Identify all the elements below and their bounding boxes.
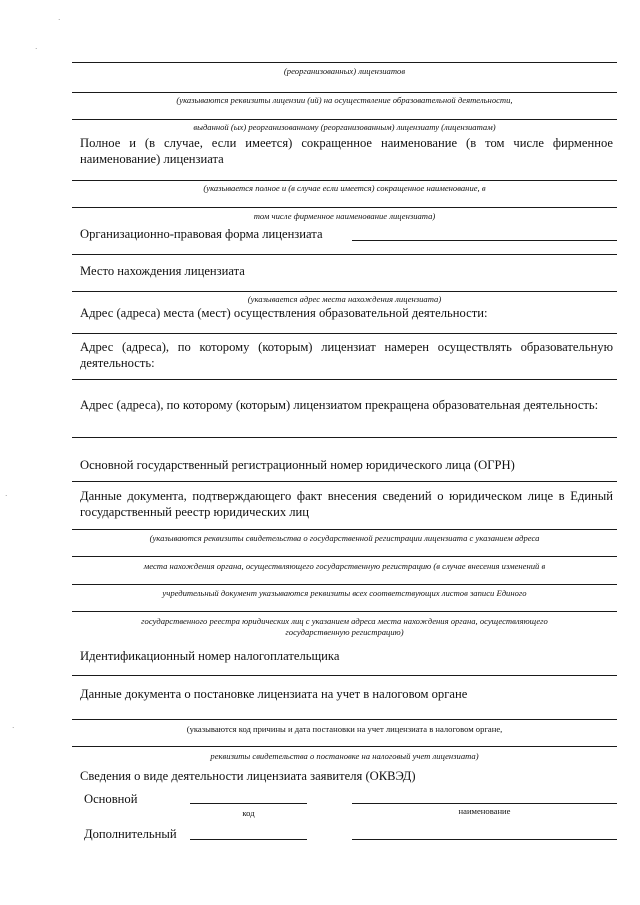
label-additional: Дополнительный	[84, 827, 177, 841]
inn-field[interactable]	[72, 675, 617, 676]
caption-tax-1: (указываются код причины и дата постановки на учет лицензиата в налоговом органе,	[186, 724, 503, 734]
label-okved: Сведения о виде деятельности лицензиата заявителя (ОКВЭД)	[80, 769, 416, 783]
caption-license-2: выданной (ых) реорганизованному (реорганизованным) лицензиату (лицензиатам)	[193, 122, 496, 132]
label-main: Основной	[84, 792, 138, 806]
caption-name: наименование	[458, 806, 511, 816]
fill-line[interactable]	[72, 746, 617, 747]
label-legal-form: Организационно-правовая форма лицензиата	[80, 227, 323, 241]
location-field[interactable]	[72, 291, 617, 292]
fill-line[interactable]	[72, 254, 617, 255]
fill-line[interactable]	[72, 119, 617, 120]
caption-name-2: том числе фирменное наименование лицензиата)	[253, 211, 436, 221]
scan-mark: ·	[35, 45, 38, 53]
main-name-field[interactable]	[352, 803, 617, 804]
scan-mark: ·	[5, 492, 8, 500]
label-tax-registration: Данные документа о постановке лицензиата на учет в налоговом органе	[80, 687, 468, 701]
fill-line[interactable]	[72, 556, 617, 557]
fill-line[interactable]	[72, 584, 617, 585]
scan-mark: ·	[58, 16, 61, 24]
label-activity-addresses: Адрес (адреса) места (мест) осуществления образовательной деятельности:	[80, 306, 488, 320]
label-intended-addresses: Адрес (адреса), по которому (которым) лицензиат намерен осуществлять образовательную деятельность:	[80, 340, 613, 370]
fill-line[interactable]	[72, 207, 617, 208]
label-terminated-addresses: Адрес (адреса), по которому (которым) лицензиатом прекращена образовательная деятельность:	[80, 398, 599, 412]
caption-name-1: (указывается полное и (в случае если имеется) сокращенное наименование, в	[203, 183, 486, 193]
caption-reorganized: (реорганизованных) лицензиатов	[283, 66, 406, 76]
fill-line[interactable]	[72, 92, 617, 93]
scan-mark: ·	[12, 724, 15, 732]
caption-license-1: (указываются реквизиты лицензии (ий) на осуществление образовательной деятельности,	[176, 95, 513, 105]
legal-form-field[interactable]	[352, 240, 617, 241]
ogrn-field[interactable]	[72, 481, 617, 482]
label-inn: Идентификационный номер налогоплательщика	[80, 649, 340, 663]
caption-registration-4: государственного реестра юридических лиц с указанием адреса места нахождения органа, осуществляющего	[141, 616, 548, 626]
caption-tax-2: реквизиты свидетельства о постановке на налоговый учет лицензиата)	[210, 751, 479, 761]
fill-line[interactable]	[72, 333, 617, 334]
caption-code: код	[242, 808, 255, 818]
additional-name-field[interactable]	[352, 839, 617, 840]
fill-line[interactable]	[72, 180, 617, 181]
caption-registration-2: места нахождения органа, осуществляющего государственную регистрацию (в случае внесения изменений в	[143, 561, 546, 571]
label-ogrn: Основной государственный регистрационный номер юридического лица (ОГРН)	[80, 458, 515, 472]
caption-registration-1: (указываются реквизиты свидетельства о государственной регистрации лицензиата с указанием адреса	[149, 533, 540, 543]
fill-line[interactable]	[72, 611, 617, 612]
additional-code-field[interactable]	[190, 839, 307, 840]
terminated-addresses-field[interactable]	[72, 437, 617, 438]
label-location: Место нахождения лицензиата	[80, 264, 245, 278]
caption-registration-5: государственную регистрацию)	[285, 627, 404, 637]
label-full-name: Полное и (в случае, если имеется) сокращенное наименование (в том числе фирменное наименование) лицензиата	[80, 136, 613, 166]
fill-line[interactable]	[72, 719, 617, 720]
fill-line[interactable]	[72, 62, 617, 63]
caption-registration-3: учредительный документ указываются реквизиты всех соответствующих листов записи Единого	[162, 588, 527, 598]
fill-line[interactable]	[72, 529, 617, 530]
intended-addresses-field[interactable]	[72, 379, 617, 380]
caption-address: (указывается адрес места нахождения лицензиата)	[247, 294, 442, 304]
label-egrul-document: Данные документа, подтверждающего факт внесения сведений о юридическом лице в Единый государственный реестр юридических лиц	[80, 489, 613, 519]
main-code-field[interactable]	[190, 803, 307, 804]
